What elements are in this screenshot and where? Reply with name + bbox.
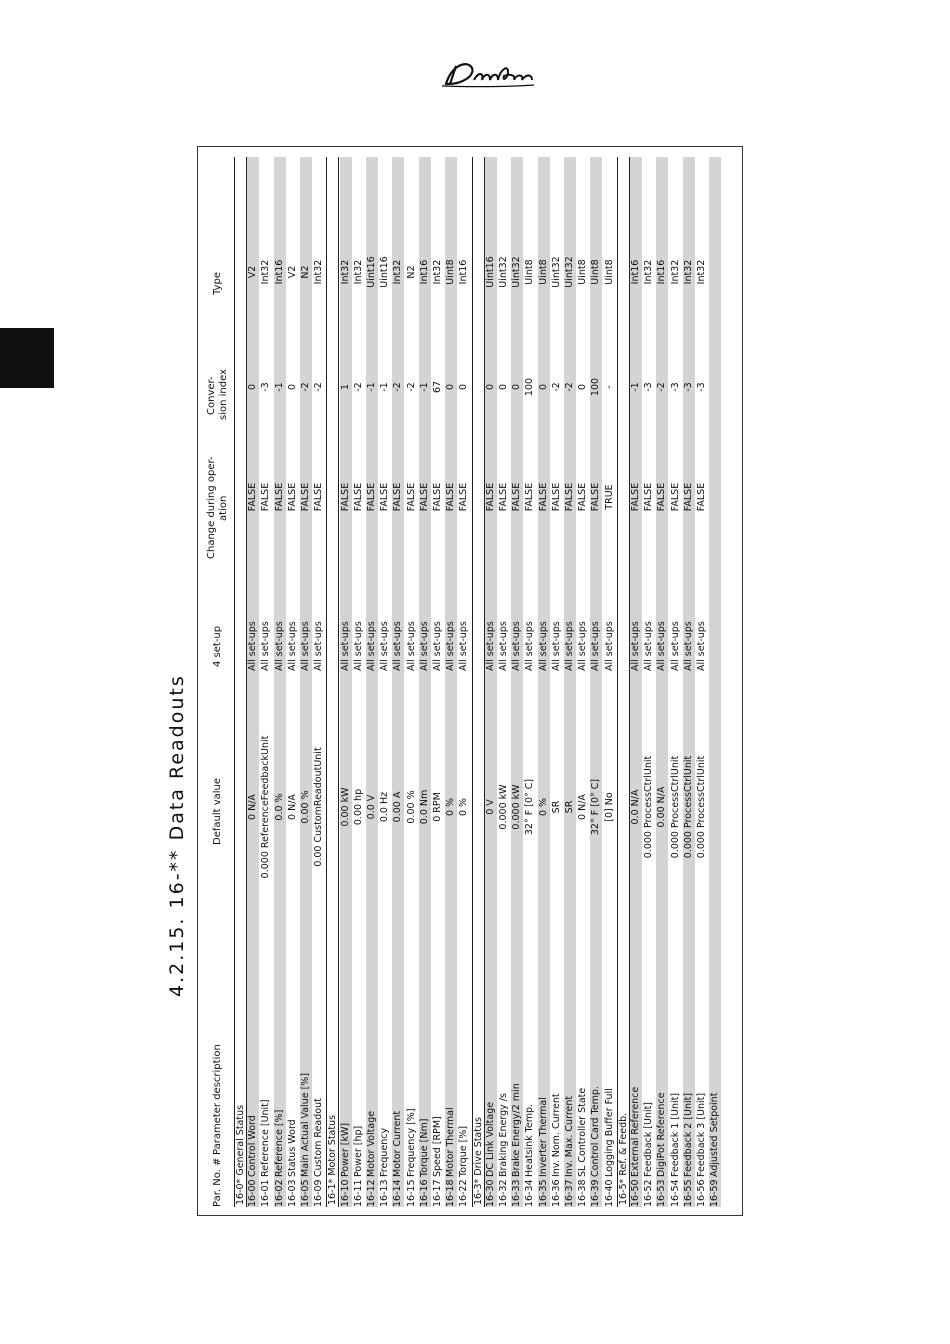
data-type: Uint8	[537, 259, 549, 285]
conversion-index: -2	[550, 382, 562, 392]
change-during-operation: FALSE	[339, 482, 351, 512]
table-row	[709, 157, 721, 1207]
data-type: Uint16	[366, 256, 377, 288]
setup-scope: All set-ups	[313, 621, 325, 671]
setup-scope: All set-ups	[656, 621, 668, 671]
conversion-index: -2	[405, 382, 417, 392]
param-number: 16-16	[418, 1179, 430, 1207]
change-during-operation: FALSE	[669, 482, 681, 512]
param-number: 16-18	[445, 1179, 457, 1207]
data-type: Uint32	[498, 256, 509, 288]
param-description: Inv. Nom. Current	[550, 1093, 562, 1177]
change-during-operation: FALSE	[550, 482, 562, 512]
param-description: Logging Buffer Full	[603, 1088, 615, 1177]
table-row	[485, 157, 497, 1207]
param-description: External Reference	[630, 1086, 641, 1177]
table-row	[670, 157, 682, 1207]
conversion-index: -3	[260, 382, 272, 392]
group-header-row	[326, 157, 339, 1207]
param-description: Status Word	[286, 1119, 298, 1177]
table-row	[696, 157, 708, 1207]
setup-scope: All set-ups	[273, 621, 285, 671]
change-during-operation: FALSE	[300, 482, 311, 512]
change-during-operation: FALSE	[484, 482, 496, 512]
param-number: 16-17	[432, 1179, 443, 1207]
table-row	[406, 157, 418, 1207]
table-row	[247, 157, 259, 1207]
data-type: Int32	[313, 259, 325, 285]
default-value: 0.00 A	[392, 791, 404, 823]
conversion-index: -2	[392, 382, 404, 392]
data-type: N2	[300, 265, 311, 279]
param-description: Speed [RPM]	[432, 1116, 443, 1177]
param-description: DC Link Voltage	[484, 1101, 496, 1177]
param-description: DigiPot Reference	[656, 1092, 668, 1177]
param-description: Motor Current	[392, 1110, 404, 1177]
change-during-operation: FALSE	[524, 482, 536, 512]
group-label: 16-3* Drive Status	[472, 1117, 484, 1205]
conversion-index: -2	[564, 382, 575, 392]
param-description: Feedback 1 [Unit]	[669, 1092, 681, 1177]
group-header-row	[472, 157, 485, 1207]
conversion-index: 0	[511, 383, 523, 391]
data-type: Int32	[696, 259, 707, 285]
conversion-index: -1	[273, 382, 285, 392]
setup-scope: All set-ups	[392, 621, 404, 671]
group-label: 16-0* General Status	[235, 1104, 246, 1205]
default-value: 0 V	[484, 799, 496, 815]
change-during-operation: TRUE	[603, 484, 615, 510]
conversion-index: -1	[366, 382, 377, 392]
chapter-tab	[0, 328, 54, 388]
param-number: 16-02	[273, 1179, 285, 1207]
data-type: Uint8	[577, 259, 589, 285]
param-number: 16-03	[286, 1179, 298, 1207]
conversion-index: 0	[247, 383, 259, 391]
param-description: Custom Readout	[313, 1098, 325, 1177]
param-number: 16-36	[550, 1179, 562, 1207]
header-change-1: Change during oper-	[206, 456, 217, 559]
param-description: Motor Voltage	[366, 1110, 377, 1177]
setup-scope: All set-ups	[669, 621, 681, 671]
param-number: 16-35	[537, 1179, 549, 1207]
change-during-operation: FALSE	[643, 482, 655, 512]
setup-scope: All set-ups	[564, 621, 575, 671]
table-row	[353, 157, 365, 1207]
default-value: 32° F [0° C]	[524, 778, 536, 836]
data-type: Int32	[643, 259, 655, 285]
table-row	[260, 157, 272, 1207]
conversion-index: -1	[418, 382, 430, 392]
table-row	[458, 157, 470, 1207]
param-description: Feedback 2 [Unit]	[682, 1092, 694, 1177]
change-during-operation: FALSE	[511, 482, 523, 512]
param-number: 16-11	[352, 1179, 364, 1207]
param-number: 16-10	[339, 1179, 351, 1207]
table-row	[564, 157, 576, 1207]
conversion-index: -3	[669, 382, 681, 392]
param-description: Inverter Thermal	[537, 1097, 549, 1177]
param-number: 16-59	[709, 1179, 721, 1207]
data-type: Uint8	[445, 259, 457, 285]
setup-scope: All set-ups	[247, 621, 259, 671]
conversion-index: 100	[590, 377, 602, 397]
change-during-operation: FALSE	[498, 482, 509, 512]
table-row	[683, 157, 695, 1207]
setup-scope: All set-ups	[484, 621, 496, 671]
conversion-index: 0	[498, 383, 509, 391]
conversion-index: 0	[286, 383, 298, 391]
default-value: 0.00 %	[300, 790, 311, 824]
setup-scope: All set-ups	[445, 621, 457, 671]
danfoss-logo	[438, 56, 538, 92]
conversion-index: 1	[339, 383, 351, 391]
conversion-index: -2	[313, 382, 325, 392]
table-row	[313, 157, 325, 1207]
data-type: Int32	[669, 259, 681, 285]
group-label: 16-1* Motor Status	[327, 1114, 339, 1205]
setup-scope: All set-ups	[366, 621, 377, 671]
param-description: Motor Thermal	[445, 1107, 457, 1177]
data-type: Int32	[392, 259, 404, 285]
default-value: 32° F [0° C]	[590, 778, 602, 836]
param-description: Brake Energy/2 min	[511, 1083, 523, 1177]
default-value: [0] No	[603, 792, 615, 822]
data-type: Int32	[432, 259, 443, 285]
data-type: Uint16	[484, 256, 496, 288]
setup-scope: All set-ups	[524, 621, 536, 671]
group-label: 16-5* Ref. & Feedb.	[617, 1112, 629, 1205]
change-during-operation: FALSE	[313, 482, 325, 512]
default-value: 0.000 kW	[498, 784, 509, 830]
default-value: 0.0 %	[273, 793, 285, 821]
conversion-index: -	[603, 385, 615, 389]
table-row	[340, 157, 352, 1207]
table-row	[590, 157, 602, 1207]
param-number: 16-34	[524, 1179, 536, 1207]
data-type: Uint8	[603, 259, 615, 285]
change-during-operation: FALSE	[445, 482, 457, 512]
default-value: 0.0 V	[366, 794, 377, 820]
default-value: 0.0 Nm	[418, 789, 430, 825]
table-row	[656, 157, 668, 1207]
data-type: V2	[247, 265, 259, 279]
setup-scope: All set-ups	[379, 621, 391, 671]
param-number: 16-37	[564, 1179, 575, 1207]
table-row	[630, 157, 642, 1207]
param-description: Adjusted Setpoint	[709, 1092, 721, 1177]
data-type: Uint16	[379, 256, 391, 288]
change-during-operation: FALSE	[247, 482, 259, 512]
param-description: Torque [Nm]	[418, 1118, 430, 1177]
group-header-row	[617, 157, 630, 1207]
change-during-operation: FALSE	[405, 482, 417, 512]
param-description: Frequency [%]	[405, 1108, 417, 1177]
param-number: 16-56	[696, 1179, 707, 1207]
default-value: 0.00 N/A	[656, 786, 668, 828]
param-description: SL Controller State	[577, 1087, 589, 1177]
table-row	[432, 157, 444, 1207]
default-value: 0.0 N/A	[630, 789, 641, 825]
setup-scope: All set-ups	[643, 621, 655, 671]
default-value: 0 N/A	[286, 794, 298, 820]
data-type: Int16	[656, 259, 668, 285]
rotated-content	[166, 147, 742, 1215]
setup-scope: All set-ups	[418, 621, 430, 671]
param-description: Control Word	[247, 1115, 259, 1177]
param-description: Reference [Unit]	[260, 1099, 272, 1177]
table-row	[392, 157, 404, 1207]
default-value: SR	[564, 800, 575, 814]
param-description: Torque [%]	[458, 1125, 470, 1177]
param-number: 16-30	[484, 1179, 496, 1207]
section-title: 4.2.15. 16-** Data Readouts	[166, 674, 188, 997]
param-number: 16-32	[498, 1179, 509, 1207]
table-row	[300, 157, 312, 1207]
table-row	[498, 157, 510, 1207]
param-description: Heatsink Temp.	[524, 1103, 536, 1177]
default-value: 0.000 kW	[511, 784, 523, 830]
param-number: 16-40	[603, 1179, 615, 1207]
default-value: 0 %	[445, 797, 457, 817]
parameter-table-frame	[166, 146, 743, 1216]
change-during-operation: FALSE	[696, 482, 707, 512]
param-number: 16-13	[379, 1179, 391, 1207]
default-value: 0 %	[458, 797, 470, 817]
table-row	[511, 157, 523, 1207]
conversion-index: 0	[577, 383, 589, 391]
data-type: Int32	[352, 259, 364, 285]
default-value: 0 N/A	[247, 794, 259, 820]
header-type: Type	[212, 272, 223, 295]
table-row	[366, 157, 378, 1207]
param-number: 16-12	[366, 1179, 377, 1207]
param-number: 16-05	[300, 1179, 311, 1207]
data-type: Int16	[418, 259, 430, 285]
conversion-index: -3	[682, 382, 694, 392]
default-value: 0.000 ReferenceFeedbackUnit	[260, 735, 272, 879]
data-type: Uint32	[564, 256, 575, 288]
param-number: 16-00	[247, 1179, 259, 1207]
data-type: Int16	[273, 259, 285, 285]
table-row	[419, 157, 431, 1207]
param-description: Power [kW]	[339, 1122, 351, 1177]
change-during-operation: FALSE	[682, 482, 694, 512]
conversion-index: 100	[524, 377, 536, 397]
data-type: Int16	[630, 259, 641, 285]
default-value: 0.000 ProcessCtrlUnit	[696, 755, 707, 859]
change-during-operation: FALSE	[577, 482, 589, 512]
setup-scope: All set-ups	[286, 621, 298, 671]
table-row	[643, 157, 655, 1207]
default-value: 0.000 ProcessCtrlUnit	[682, 755, 694, 859]
param-number: 16-09	[313, 1179, 325, 1207]
setup-scope: All set-ups	[339, 621, 351, 671]
header-conv-2: sion index	[218, 369, 229, 420]
param-number: 16-52	[643, 1179, 655, 1207]
param-description: Power [hp]	[352, 1125, 364, 1177]
param-description: Feedback [Unit]	[643, 1101, 655, 1177]
group-header-row	[234, 157, 247, 1207]
data-type: V2	[286, 265, 298, 279]
default-value: 0.0 Hz	[379, 791, 391, 823]
setup-scope: All set-ups	[405, 621, 417, 671]
param-number: 16-39	[590, 1179, 602, 1207]
setup-scope: All set-ups	[603, 621, 615, 671]
change-during-operation: FALSE	[590, 482, 602, 512]
conversion-index: 0	[445, 383, 457, 391]
setup-scope: All set-ups	[511, 621, 523, 671]
param-description: Inv. Max. Current	[564, 1095, 575, 1177]
conversion-index: -2	[300, 382, 311, 392]
table-row	[551, 157, 563, 1207]
conversion-index: -3	[643, 382, 655, 392]
change-during-operation: FALSE	[366, 482, 377, 512]
data-type: N2	[405, 265, 417, 279]
table-row	[379, 157, 391, 1207]
setup-scope: All set-ups	[300, 621, 311, 671]
setup-scope: All set-ups	[577, 621, 589, 671]
change-during-operation: FALSE	[273, 482, 285, 512]
default-value: 0.000 ProcessCtrlUnit	[643, 755, 655, 859]
default-value: 0.00 %	[405, 790, 417, 824]
data-type: Int32	[260, 259, 272, 285]
setup-scope: All set-ups	[498, 621, 509, 671]
change-during-operation: FALSE	[432, 482, 443, 512]
setup-scope: All set-ups	[696, 621, 707, 671]
param-number: 16-38	[577, 1179, 589, 1207]
change-during-operation: FALSE	[392, 482, 404, 512]
header-par-no: Par. No. #	[212, 1157, 223, 1207]
param-number: 16-33	[511, 1179, 523, 1207]
change-during-operation: FALSE	[564, 482, 575, 512]
table-row	[538, 157, 550, 1207]
setup-scope: All set-ups	[432, 621, 443, 671]
header-description: Parameter description	[212, 1044, 223, 1155]
conversion-index: -3	[696, 382, 707, 392]
conversion-index: 0	[537, 383, 549, 391]
change-during-operation: FALSE	[630, 482, 641, 512]
change-during-operation: FALSE	[379, 482, 391, 512]
setup-scope: All set-ups	[537, 621, 549, 671]
change-during-operation: FALSE	[352, 482, 364, 512]
data-type: Uint8	[524, 259, 536, 285]
default-value: 0.000 ProcessCtrlUnit	[669, 755, 681, 859]
data-type: Uint32	[511, 256, 523, 288]
setup-scope: All set-ups	[260, 621, 272, 671]
default-value: 0 N/A	[577, 794, 589, 820]
change-during-operation: FALSE	[656, 482, 668, 512]
conversion-index: -1	[630, 382, 641, 392]
table-row	[445, 157, 457, 1207]
param-number: 16-15	[405, 1179, 417, 1207]
setup-scope: All set-ups	[630, 621, 641, 671]
param-description: Frequency	[379, 1127, 391, 1177]
param-description: Reference [%]	[273, 1109, 285, 1177]
conversion-index: -2	[352, 382, 364, 392]
param-description: Main Actual Value [%]	[300, 1072, 311, 1177]
conversion-index: 67	[432, 380, 443, 394]
setup-scope: All set-ups	[352, 621, 364, 671]
default-value: 0 %	[537, 797, 549, 817]
param-description: Braking Energy /s	[498, 1093, 509, 1177]
data-type: Uint32	[550, 256, 562, 288]
change-during-operation: FALSE	[458, 482, 470, 512]
default-value: 0 RPM	[432, 792, 443, 822]
change-during-operation: FALSE	[537, 482, 549, 512]
default-value: SR	[550, 800, 562, 814]
default-value: 0.00 CustomReadoutUnit	[313, 747, 325, 867]
setup-scope: All set-ups	[550, 621, 562, 671]
default-value: 0.00 hp	[352, 788, 364, 826]
param-description: Feedback 3 [Unit]	[696, 1092, 707, 1177]
header-setups: 4 set-up	[212, 625, 223, 667]
table-row	[604, 157, 616, 1207]
table-row	[287, 157, 299, 1207]
header-default: Default value	[212, 777, 223, 845]
data-type: Uint8	[590, 259, 602, 285]
table-row	[524, 157, 536, 1207]
param-number: 16-01	[260, 1179, 272, 1207]
param-number: 16-53	[656, 1179, 668, 1207]
table-row	[577, 157, 589, 1207]
conversion-index: -1	[379, 382, 391, 392]
setup-scope: All set-ups	[590, 621, 602, 671]
conversion-index: -2	[656, 382, 668, 392]
param-number: 16-14	[392, 1179, 404, 1207]
change-during-operation: FALSE	[286, 482, 298, 512]
conversion-index: 0	[458, 383, 470, 391]
setup-scope: All set-ups	[682, 621, 694, 671]
data-type: Int32	[682, 259, 694, 285]
param-description: Control Card Temp.	[590, 1086, 602, 1177]
data-type: Int16	[458, 259, 470, 285]
param-number: 16-55	[682, 1179, 694, 1207]
header-change-2: ation	[218, 495, 229, 521]
conversion-index: 0	[484, 383, 496, 391]
table-row	[274, 157, 286, 1207]
header-conv-1: Conver-	[206, 376, 217, 415]
default-value: 0.00 kW	[339, 787, 351, 827]
data-type: Int32	[339, 259, 351, 285]
change-during-operation: FALSE	[418, 482, 430, 512]
param-number: 16-54	[669, 1179, 681, 1207]
change-during-operation: FALSE	[260, 482, 272, 512]
param-number: 16-50	[630, 1179, 641, 1207]
setup-scope: All set-ups	[458, 621, 470, 671]
param-number: 16-22	[458, 1179, 470, 1207]
